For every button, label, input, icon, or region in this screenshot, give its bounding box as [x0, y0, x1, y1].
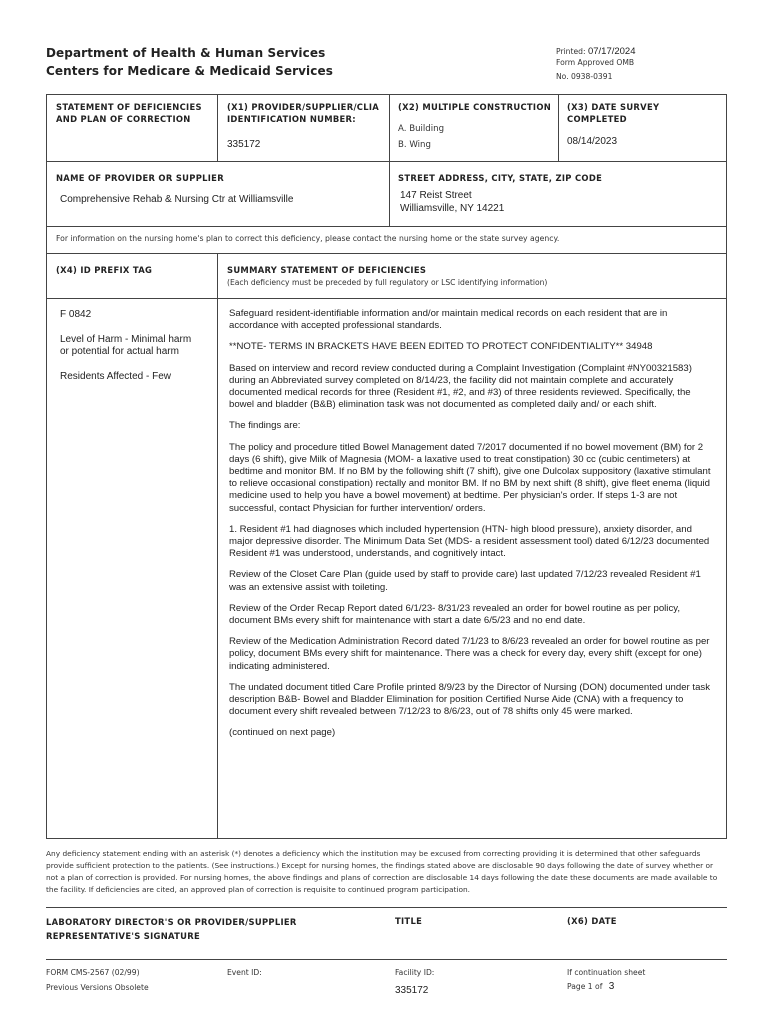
divider	[558, 94, 559, 161]
paragraph: Based on interview and record review conducted during a Complaint Investigation (Complaint #NY00321583) during an Abbreviated survey completed on 8/14/23, the facility did not maintain complete and accurately documented medical records for three (Resident #1, #2, and #3) of three residents reviewed. Specifically, the bowel and bladder (B&B) elimination task was not documented as completed daily and/ or each shift.	[229, 362, 692, 411]
page-total: 3	[608, 981, 615, 992]
frame-top	[46, 94, 727, 95]
facility-id-value: 335172	[395, 985, 429, 996]
divider	[46, 226, 727, 227]
divider	[217, 253, 218, 839]
x3-value: 08/14/2023	[567, 136, 618, 147]
x2-building: A. Building	[398, 124, 445, 134]
paragraph: Safeguard resident-identifiable information and/or maintain medical records on each resident that are in accordance with accepted professional standards.	[229, 308, 668, 332]
divider	[389, 94, 390, 161]
divider	[389, 161, 390, 226]
event-id-label: Event ID:	[227, 968, 262, 977]
statement-label-line2: AND PLAN OF CORRECTION	[56, 114, 191, 124]
x3-label-line1: (X3) DATE SURVEY	[567, 102, 660, 112]
dept-title: Department of Health & Human Services	[46, 46, 326, 60]
signature-label-line2: REPRESENTATIVE'S SIGNATURE	[46, 931, 201, 941]
x3-label-line2: COMPLETED	[567, 114, 627, 124]
disclaimer: Any deficiency statement ending with an asterisk (*) denotes a deficiency which the institution may be excused from correcting providing it is determined that other safeguards provide sufficient protection to the patients. (See instructions.) Except for nursing homes, the findings stated above are disclosable 90 days following the date of survey whether or not a plan of correction is provided. For nursing homes, the above findings and plans of correction are disclosable 14 days following the date these documents are made available to the facility. If deficiencies are cited, an approved plan of correction is requisite to continued program participation.	[46, 849, 718, 894]
paragraph: Review of the Medication Administration Record dated 7/1/23 to 8/6/23 revealed an order for bowel routine as per policy, document BMs every shift for maintenance. There was a check for every day, every shift (except for one) indicating administered.	[229, 636, 710, 672]
date-label: (X6) DATE	[567, 916, 617, 926]
signature-label-line1: LABORATORY DIRECTOR'S OR PROVIDER/SUPPLIER	[46, 917, 297, 927]
x2-label: (X2) MULTIPLE CONSTRUCTION	[398, 102, 552, 112]
previous-versions: Previous Versions Obsolete	[46, 983, 149, 992]
frame-left	[46, 94, 47, 839]
address-line2: Williamsville, NY 14221	[400, 203, 505, 214]
printed-date: 07/17/2024	[587, 46, 636, 57]
printed-label: Printed:	[556, 47, 586, 56]
printed-block	[556, 46, 636, 57]
provider-name-label: NAME OF PROVIDER OR SUPPLIER	[56, 173, 224, 183]
continuation-label: If continuation sheet	[567, 968, 646, 977]
divider	[46, 298, 727, 299]
address-line1: 147 Reist Street	[400, 190, 472, 201]
paragraph: The policy and procedure titled Bowel Management dated 7/2017 documented if no bowel movement (BM) for 2 days (6 shift), give Milk of Magnesia (MOM- a laxative used to treat constipation) 30 cc (cubic centimeters) at bedtime and monitor BM. If no BM by the following shift (7 shift), give one Dulcolax suppository (laxative stimulant to relieve occasional constipation) rectally and monitor BM. If no BM by next shift (8 shift), give fleet enema (liquid medicine used to help you have a bowel movement) at bedtime. Per physician's order. If steps 1-3 are not successful, contact Physician for further intervention/ orders.	[229, 441, 711, 514]
divider	[46, 253, 727, 254]
address-label: STREET ADDRESS, CITY, STATE, ZIP CODE	[398, 173, 603, 183]
x1-label-line1: (X1) PROVIDER/SUPPLIER/CLIA	[227, 102, 380, 112]
x2-wing: B. Wing	[398, 140, 431, 150]
statement-label-line1: STATEMENT OF DEFICIENCIES	[56, 102, 202, 112]
f-tag: F 0842	[60, 309, 92, 320]
paragraph: The findings are:	[229, 420, 301, 432]
x4-label: (X4) ID PREFIX TAG	[56, 265, 153, 275]
page-label: Page 1 of	[567, 982, 603, 991]
form-approved: Form Approved OMB	[556, 58, 635, 67]
provider-name-value: Comprehensive Rehab & Nursing Ctr at Williamsville	[60, 194, 294, 205]
form-number: FORM CMS-2567 (02/99)	[46, 968, 140, 977]
residents-affected: Residents Affected - Few	[60, 371, 171, 382]
frame-bottom	[46, 838, 727, 839]
page-indicator	[567, 981, 614, 992]
paragraph: **NOTE- TERMS IN BRACKETS HAVE BEEN EDITED TO PROTECT CONFIDENTIALITY** 34948	[229, 341, 653, 353]
summary-sub: (Each deficiency must be preceded by full regulatory or LSC identifying information)	[227, 278, 548, 287]
paragraph: Review of the Order Recap Report dated 6/1/23- 8/31/23 revealed an order for bowel routine as per policy, document BMs every shift for maintenance with start a date 6/5/23 and no end date.	[229, 602, 680, 627]
x1-label-line2: IDENTIFICATION NUMBER:	[227, 114, 356, 124]
signature-label	[46, 915, 297, 943]
x3-label	[567, 101, 659, 125]
info-line: For information on the nursing home's plan to correct this deficiency, please contact the nursing home or the state survey agency.	[56, 234, 560, 243]
statement-label	[56, 101, 202, 125]
harm-level-line2: or potential for actual harm	[60, 346, 179, 357]
divider	[46, 959, 727, 960]
summary-body	[229, 308, 713, 749]
frame-right	[726, 94, 727, 839]
x1-label	[227, 101, 379, 125]
facility-id-label: Facility ID:	[395, 968, 435, 977]
x1-value: 335172	[227, 139, 261, 150]
summary-label: SUMMARY STATEMENT OF DEFICIENCIES	[227, 265, 427, 275]
title-label: TITLE	[395, 916, 423, 926]
harm-level	[60, 334, 191, 358]
divider	[46, 161, 727, 162]
centers-title: Centers for Medicare & Medicaid Services	[46, 64, 333, 78]
harm-level-line1: Level of Harm - Minimal harm	[60, 334, 192, 345]
paragraph: Review of the Closet Care Plan (guide used by staff to provide care) last updated 7/12/23 revealed Resident #1 was an extensive assist with toileting.	[229, 569, 701, 593]
paragraph: 1. Resident #1 had diagnoses which included hypertension (HTN- high blood pressure), anxiety disorder, and major depressive disorder. The Minimum Data Set (MDS- a resident assessment tool) dated 6/12/23 documented Resident #1 was understood, understands, and cognitively intact.	[229, 523, 710, 560]
omb-number: No. 0938-0391	[556, 72, 613, 81]
paragraph: The undated document titled Care Profile printed 8/9/23 by the Director of Nursing (DON) documented under task description B&B- Bowel and Bladder Elimination for position Certified Nurse Aide (CNA) with a frequency to document every shift revealed between 7/12/23 to 8/6/23, out of 78 shifts only 45 were marked.	[229, 681, 711, 718]
divider	[46, 907, 727, 908]
continued-note: (continued on next page)	[229, 727, 336, 739]
divider	[217, 94, 218, 161]
